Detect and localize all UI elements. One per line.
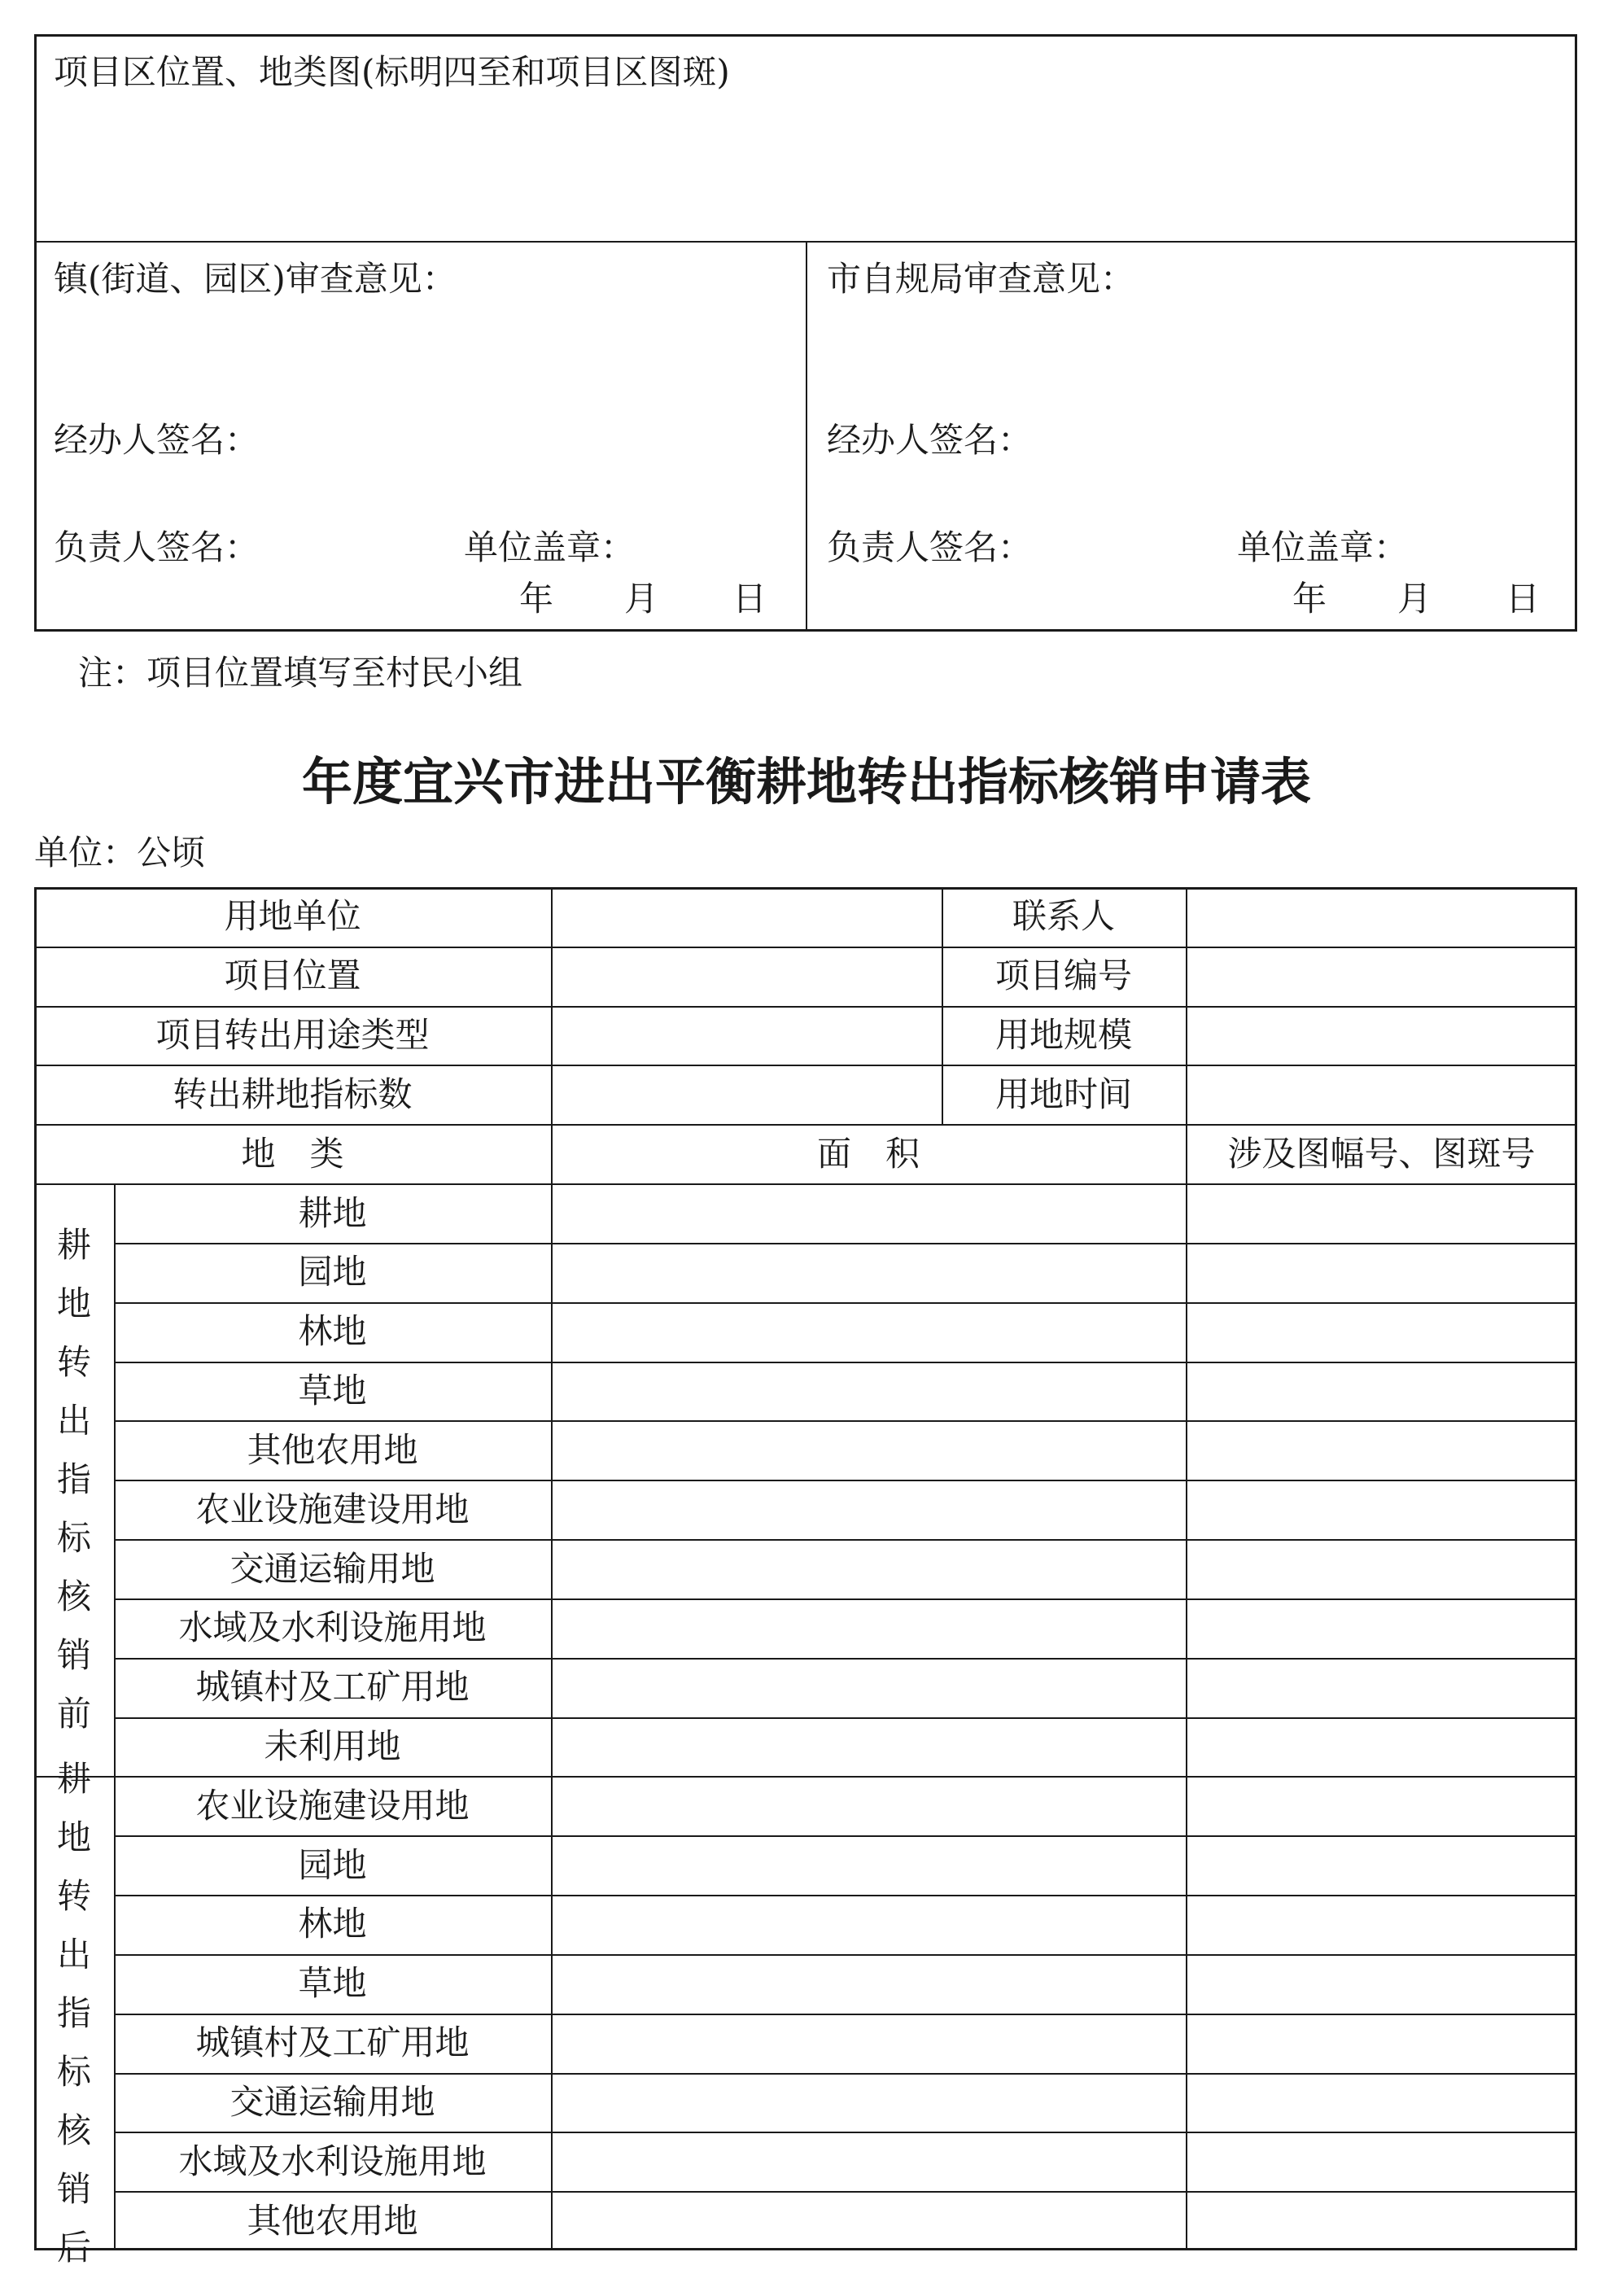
area-input[interactable] <box>554 2135 1182 2188</box>
map-ref-input[interactable] <box>1189 1602 1574 1655</box>
area-input[interactable] <box>554 1721 1182 1773</box>
table-col-line <box>942 887 943 1124</box>
area-input[interactable] <box>554 1246 1182 1299</box>
land-type-name: 交通运输用地 <box>229 2081 435 2122</box>
town-date-day: 日 <box>732 579 767 619</box>
town-handler-label: 经办人签名： <box>54 420 260 460</box>
map-area[interactable] <box>37 98 1575 239</box>
land-type-name: 林地 <box>298 1904 367 1944</box>
info-label: 项目位置 <box>224 956 361 996</box>
bureau-handler-label: 经办人签名： <box>827 420 1033 460</box>
area-input[interactable] <box>554 1661 1182 1714</box>
map-ref-input[interactable] <box>1189 1246 1574 1299</box>
map-ref-input[interactable] <box>1189 2017 1574 2070</box>
map-ref-input[interactable] <box>1189 1542 1574 1595</box>
area-input[interactable] <box>554 1483 1182 1536</box>
info-input[interactable] <box>1189 950 1574 1003</box>
info-input[interactable] <box>554 950 938 1003</box>
location-note: 注：项目位置填写至村民小组 <box>78 653 523 693</box>
area-input[interactable] <box>554 2194 1182 2247</box>
bureau-review-title: 市自规局审查意见： <box>827 259 1135 299</box>
area-input[interactable] <box>554 1542 1182 1595</box>
info-input[interactable] <box>1189 1068 1574 1121</box>
info-label: 项目编号 <box>994 956 1133 996</box>
area-input[interactable] <box>554 1305 1182 1358</box>
table-row-line <box>114 2014 1577 2015</box>
info-label: 用地时间 <box>994 1074 1133 1114</box>
land-type-name: 城镇村及工矿用地 <box>195 1667 470 1708</box>
town-date-month: 月 <box>624 579 659 619</box>
bureau-review-opinion[interactable] <box>822 309 1563 407</box>
table-row-line <box>114 1598 1577 1600</box>
area-header: 面 积 <box>816 1133 920 1174</box>
land-type-name: 林地 <box>298 1311 367 1352</box>
town-review-title: 镇(街道、园区)审查意见： <box>54 259 457 299</box>
area-input[interactable] <box>554 1187 1182 1240</box>
map-ref-input[interactable] <box>1189 1898 1574 1951</box>
map-ref-input[interactable] <box>1189 1779 1574 1832</box>
land-type-name: 耕地 <box>298 1192 367 1233</box>
info-input[interactable] <box>554 1068 938 1121</box>
land-type-name: 草地 <box>298 1963 367 2004</box>
table-row-line <box>114 1302 1577 1304</box>
land-type-name: 交通运输用地 <box>229 1548 435 1589</box>
group-label: 耕 地 转 出 指 标 核 销 前 <box>56 1225 91 1734</box>
unit-label: 单位：公顷 <box>34 833 206 872</box>
info-input[interactable] <box>1189 1009 1574 1062</box>
area-input[interactable] <box>554 2076 1182 2129</box>
area-input[interactable] <box>554 1898 1182 1951</box>
info-input[interactable] <box>554 890 938 943</box>
land-type-header: 地 类 <box>241 1133 344 1174</box>
town-seal-label: 单位盖章： <box>464 527 636 567</box>
upper-form-center-divider <box>806 241 807 632</box>
area-input[interactable] <box>554 1365 1182 1418</box>
town-date-year: 年 <box>519 579 554 619</box>
area-input[interactable] <box>554 2017 1182 2070</box>
table-row-line <box>114 1480 1577 1481</box>
table-row-line <box>114 1717 1577 1719</box>
area-input[interactable] <box>554 1424 1182 1476</box>
map-ref-input[interactable] <box>1189 1661 1574 1714</box>
table-row-line <box>114 1895 1577 1896</box>
info-label: 用地规模 <box>994 1015 1133 1056</box>
table-row-line <box>34 1124 1577 1126</box>
table-col-line <box>1186 887 1187 2250</box>
town-responsible-label: 负责人签名： <box>54 527 260 567</box>
table-row-line <box>114 1539 1577 1541</box>
info-label: 转出耕地指标数 <box>173 1074 413 1114</box>
table-row-line <box>114 1243 1577 1244</box>
map-ref-input[interactable] <box>1189 1839 1574 1891</box>
table-row-line <box>34 1776 1577 1778</box>
map-ref-input[interactable] <box>1189 1957 1574 2010</box>
info-input[interactable] <box>554 1009 938 1062</box>
area-input[interactable] <box>554 1957 1182 2010</box>
map-ref-input[interactable] <box>1189 1187 1574 1240</box>
table-row-line <box>114 1362 1577 1363</box>
land-type-name: 其他农用地 <box>247 2200 418 2241</box>
land-type-name: 草地 <box>298 1371 367 1411</box>
form-title: 年度宜兴市进出平衡耕地转出指标核销申请表 <box>301 752 1311 811</box>
land-type-name: 城镇村及工矿用地 <box>195 2023 470 2063</box>
map-ref-header: 涉及图幅号、图斑号 <box>1227 1133 1536 1174</box>
map-ref-input[interactable] <box>1189 1365 1574 1418</box>
land-type-name: 农业设施建设用地 <box>195 1489 470 1529</box>
map-ref-input[interactable] <box>1189 2194 1574 2247</box>
table-row-line <box>34 1006 1577 1008</box>
land-type-name: 水域及水利设施用地 <box>178 2141 487 2181</box>
table-row-line <box>114 1658 1577 1660</box>
table-row-line <box>34 1065 1577 1066</box>
map-ref-input[interactable] <box>1189 1305 1574 1358</box>
land-type-name: 未利用地 <box>264 1725 401 1766</box>
table-row-line <box>114 2073 1577 2075</box>
town-review-opinion[interactable] <box>49 309 789 407</box>
map-ref-input[interactable] <box>1189 1721 1574 1773</box>
table-col-line <box>114 1183 116 2250</box>
map-ref-input[interactable] <box>1189 2076 1574 2129</box>
map-ref-input[interactable] <box>1189 2135 1574 2188</box>
info-label: 项目转出用途类型 <box>155 1015 430 1056</box>
info-label: 联系人 <box>1012 896 1116 937</box>
bureau-date-day: 日 <box>1506 579 1541 619</box>
bureau-seal-label: 单位盖章： <box>1237 527 1409 567</box>
land-type-name: 农业设施建设用地 <box>195 1785 470 1826</box>
bureau-responsible-label: 负责人签名： <box>827 527 1033 567</box>
group-label: 耕 地 转 出 指 标 核 销 后 <box>56 1758 91 2268</box>
table-row-line <box>114 2191 1577 2193</box>
map-cell-label: 项目区位置、地类图(标明四至和项目区图斑) <box>54 52 730 92</box>
table-row-line <box>34 1183 1577 1185</box>
land-type-name: 园地 <box>298 1252 367 1292</box>
bureau-date-year: 年 <box>1292 579 1327 619</box>
map-ref-input[interactable] <box>1189 1424 1574 1476</box>
land-type-name: 园地 <box>298 1844 367 1885</box>
area-input[interactable] <box>554 1839 1182 1891</box>
info-input[interactable] <box>1189 890 1574 943</box>
table-row-line <box>114 1420 1577 1422</box>
land-type-name: 其他农用地 <box>247 1429 418 1470</box>
land-type-name: 水域及水利设施用地 <box>178 1607 487 1648</box>
table-row-line <box>34 947 1577 948</box>
table-row-line <box>114 2132 1577 2133</box>
bureau-date-month: 月 <box>1397 579 1432 619</box>
info-label: 用地单位 <box>224 896 361 937</box>
table-col-line <box>551 887 553 2250</box>
area-input[interactable] <box>554 1602 1182 1655</box>
area-input[interactable] <box>554 1779 1182 1832</box>
map-ref-input[interactable] <box>1189 1483 1574 1536</box>
table-row-line <box>114 1835 1577 1837</box>
table-row-line <box>114 1954 1577 1956</box>
